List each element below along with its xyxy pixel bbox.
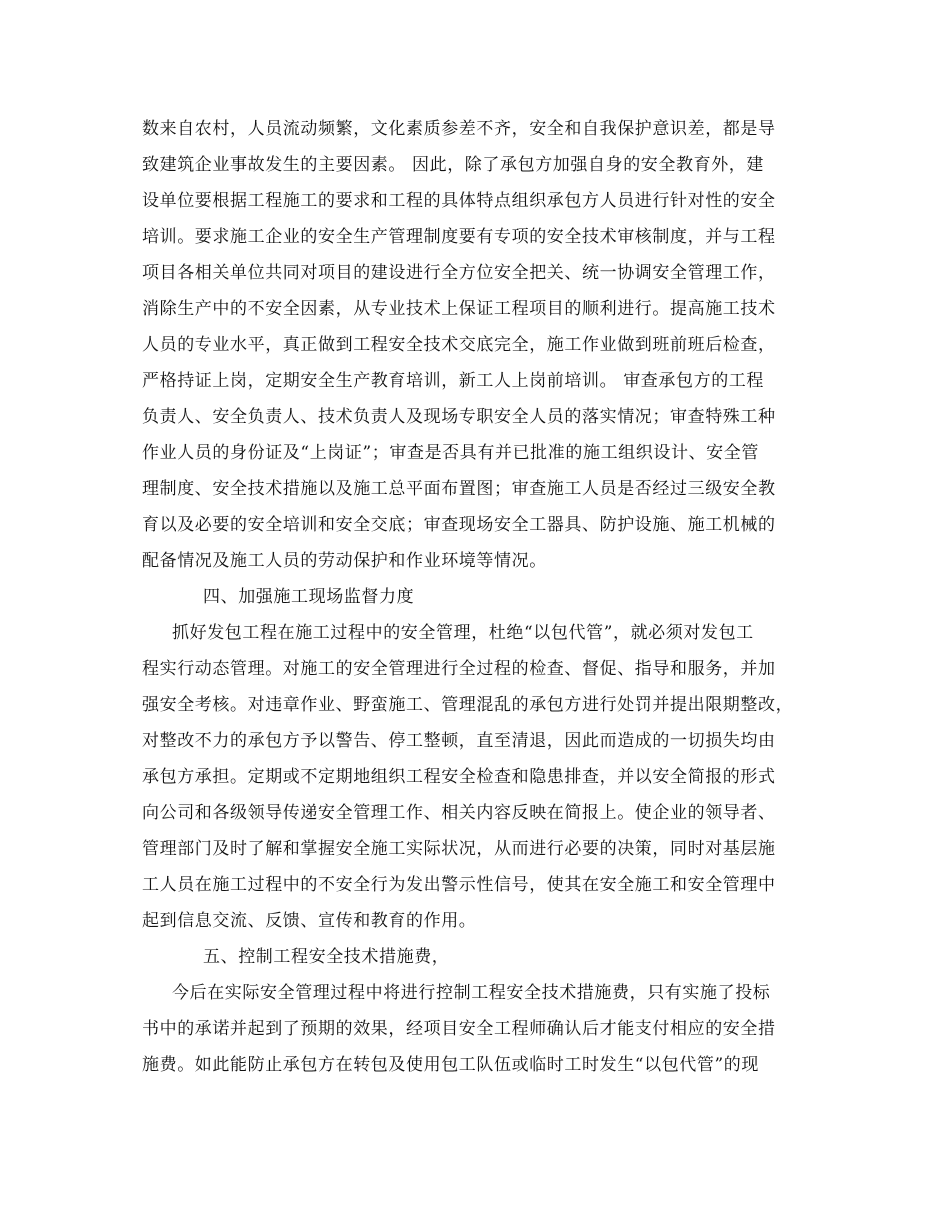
body-text-line: 今后在实际安全管理过程中将进行控制工程安全技术措施费，只有实施了投标 bbox=[172, 983, 771, 1003]
body-text-line: 承包方承担。定期或不定期地组织工程安全检查和隐患排查，并以安全简报的形式 bbox=[142, 767, 776, 787]
body-text-line: 消除生产中的不安全因素，从专业技术上保证工程项目的顺利进行。提高施工技术 bbox=[142, 299, 776, 319]
body-text-line: 培训。要求施工企业的安全生产管理制度要有专项的安全技术审核制度，并与工程 bbox=[142, 227, 776, 247]
body-text-line: 工人员在施工过程中的不安全行为发出警示性信号，使其在安全施工和安全管理中 bbox=[142, 875, 776, 895]
section-heading: 四、加强施工现场监督力度 bbox=[203, 587, 415, 607]
body-text-line: 配备情况及施工人员的劳动保护和作业环境等情况。 bbox=[142, 551, 547, 571]
body-text-line: 对整改不力的承包方予以警告、停工整顿，直至清退，因此而造成的一切损失均由 bbox=[142, 731, 776, 751]
body-text-line: 理制度、安全技术措施以及施工总平面布置图；审查施工人员是否经过三级安全教 bbox=[142, 479, 776, 499]
body-text-line: 抓好发包工程在施工过程中的安全管理，杜绝“以包代管”，就必须对发包工 bbox=[172, 623, 754, 643]
body-text-line: 施费。如此能防止承包方在转包及使用包工队伍或临时工时发生“以包代管”的现 bbox=[142, 1055, 759, 1075]
body-text-line: 程实行动态管理。对施工的安全管理进行全过程的检查、督促、指导和服务，并加 bbox=[142, 659, 776, 679]
body-text-line: 起到信息交流、反馈、宣传和教育的作用。 bbox=[142, 911, 477, 931]
body-text-line: 数来自农村，人员流动频繁，文化素质参差不齐，安全和自我保护意识差，都是导 bbox=[142, 119, 776, 139]
body-text-line: 设单位要根据工程施工的要求和工程的具体特点组织承包方人员进行针对性的安全 bbox=[142, 191, 776, 211]
body-text-line: 管理部门及时了解和掌握安全施工实际状况，从而进行必要的决策，同时对基层施 bbox=[142, 839, 776, 859]
body-text-line: 负责人、安全负责人、技术负责人及现场专职安全人员的落实情况；审查特殊工种 bbox=[142, 407, 776, 427]
body-text-line: 作业人员的身份证及“上岗证”；审查是否具有并已批准的施工组织设计、安全管 bbox=[142, 443, 759, 463]
section-heading: 五、控制工程安全技术措施费， bbox=[203, 947, 450, 967]
body-text-line: 向公司和各级领导传递安全管理工作、相关内容反映在简报上。使企业的领导者、 bbox=[142, 803, 776, 823]
body-text-line: 致建筑企业事故发生的主要因素。 因此，除了承包方加强自身的安全教育外，建 bbox=[142, 155, 765, 175]
body-text-line: 书中的承诺并起到了预期的效果，经项目安全工程师确认后才能支付相应的安全措 bbox=[142, 1019, 776, 1039]
body-text-line: 项目各相关单位共同对项目的建设进行全方位安全把关、统一协调安全管理工作， bbox=[142, 263, 776, 283]
body-text-line: 强安全考核。对违章作业、野蛮施工、管理混乱的承包方进行处罚并提出限期整改， bbox=[142, 695, 794, 715]
body-text-line: 育以及必要的安全培训和安全交底；审查现场安全工器具、防护设施、施工机械的 bbox=[142, 515, 776, 535]
body-text-line: 严格持证上岗，定期安全生产教育培训，新工人上岗前培训。 审查承包方的工程 bbox=[142, 371, 765, 391]
body-text-line: 人员的专业水平，真正做到工程安全技术交底完全，施工作业做到班前班后检查， bbox=[142, 335, 776, 355]
